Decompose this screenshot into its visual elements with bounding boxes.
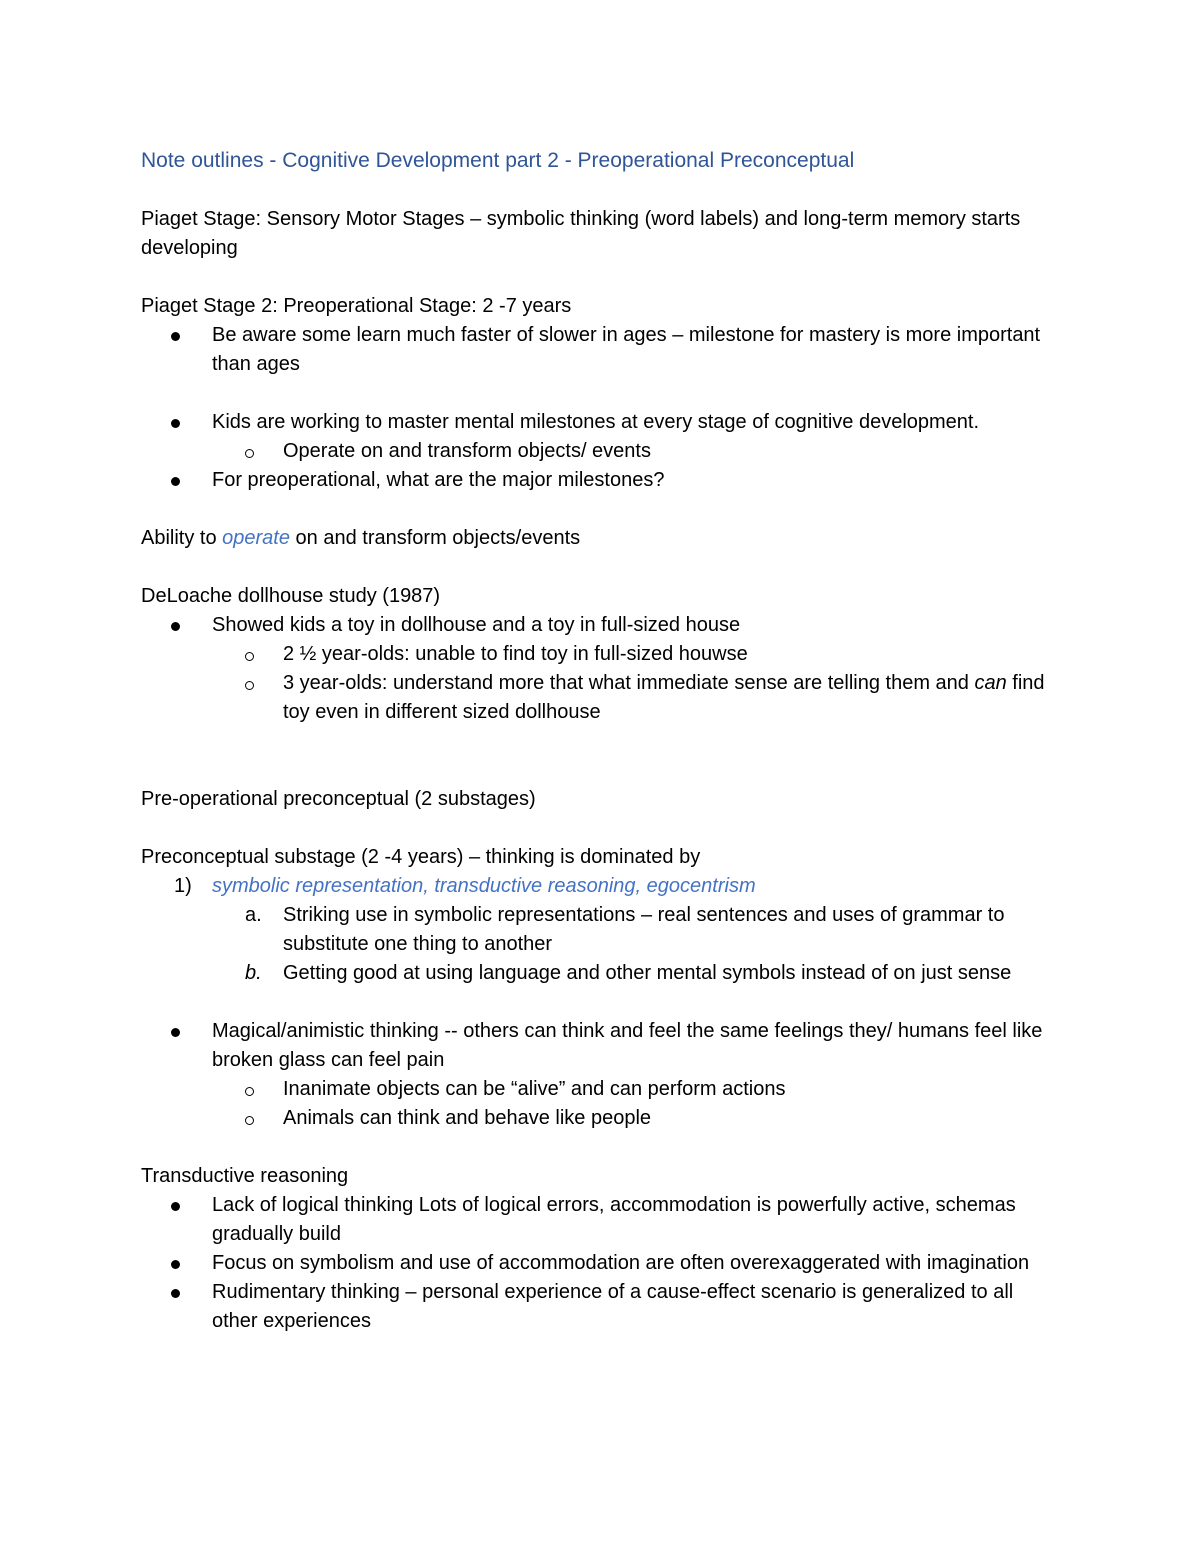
ability-paragraph: Ability to operate on and transform objects/events (141, 527, 581, 549)
preconceptual-list (141, 872, 1061, 988)
bullet-icon (171, 1289, 180, 1298)
magical-list (141, 1017, 1061, 1133)
list-item: Rudimentary thinking – personal experience of a cause-effect scenario is generalized to all other experiences (141, 1278, 1061, 1336)
bullet-icon (171, 1202, 180, 1211)
bullet-icon (171, 622, 180, 631)
list-item: Kids are working to master mental milestones at every stage of cognitive development. (141, 408, 1061, 437)
numbered-item: 1) symbolic representation, transductive reasoning, egocentrism (174, 875, 756, 897)
deloache-list (141, 611, 1061, 727)
operate-emphasis: operate (222, 527, 290, 549)
stage2-list (141, 321, 1061, 379)
lettered-item: b. Getting good at using language and other mental symbols instead of on just sense (245, 962, 1012, 984)
circle-bullet-icon (245, 449, 254, 458)
list-item: Focus on symbolism and use of accommodation are often overexaggerated with imagination (141, 1249, 1061, 1278)
stage1-paragraph: Piaget Stage: Sensory Motor Stages – symbolic thinking (word labels) and long-term memory starts developing (141, 208, 1021, 259)
preop-heading: Pre-operational preconceptual (2 substages) (141, 788, 536, 810)
sub-list-item: Inanimate objects can be “alive” and can perform actions (141, 1075, 1061, 1104)
bullet-icon (171, 477, 180, 486)
page-title: Note outlines - Cognitive Development part 2 - Preoperational Preconceptual (141, 149, 855, 172)
bullet-icon (171, 1028, 180, 1037)
list-item: Lack of logical thinking Lots of logical errors, accommodation is powerfully active, schemas gradually build (141, 1191, 1061, 1249)
list-item: Showed kids a toy in dollhouse and a toy in full-sized house (141, 611, 1061, 640)
list-item: Magical/animistic thinking -- others can think and feel the same feelings they/ humans feel like broken glass can feel pain (141, 1017, 1061, 1075)
list-item: Be aware some learn much faster of slower in ages – milestone for mastery is more important than ages (141, 321, 1061, 379)
bullet-icon (171, 419, 180, 428)
circle-bullet-icon (245, 1087, 254, 1096)
transductive-heading: Transductive reasoning (141, 1165, 349, 1187)
list-item: For preoperational, what are the major milestones? (141, 466, 1061, 495)
deloache-heading: DeLoache dollhouse study (1987) (141, 585, 441, 607)
sub-list-item: 2 ½ year-olds: unable to find toy in full-sized houwse (141, 640, 1061, 669)
sub-list-item: Animals can think and behave like people (141, 1104, 1061, 1133)
bullet-icon (171, 332, 180, 341)
document-body (141, 146, 1061, 1336)
circle-bullet-icon (245, 1116, 254, 1125)
circle-bullet-icon (245, 681, 254, 690)
sub-list-item: 3 year-olds: understand more that what immediate sense are telling them and can find toy even in different sized dollhouse (141, 669, 1061, 727)
sub-list-item: Operate on and transform objects/ events (141, 437, 1061, 466)
bullet-icon (171, 1260, 180, 1269)
lettered-item: a. Striking use in symbolic representations – real sentences and uses of grammar to substitute one thing to another (245, 904, 1005, 955)
circle-bullet-icon (245, 652, 254, 661)
stage2-heading: Piaget Stage 2: Preoperational Stage: 2 -7 years (141, 295, 572, 317)
transductive-list (141, 1191, 1061, 1336)
preconceptual-heading: Preconceptual substage (2 -4 years) – thinking is dominated by (141, 846, 701, 868)
